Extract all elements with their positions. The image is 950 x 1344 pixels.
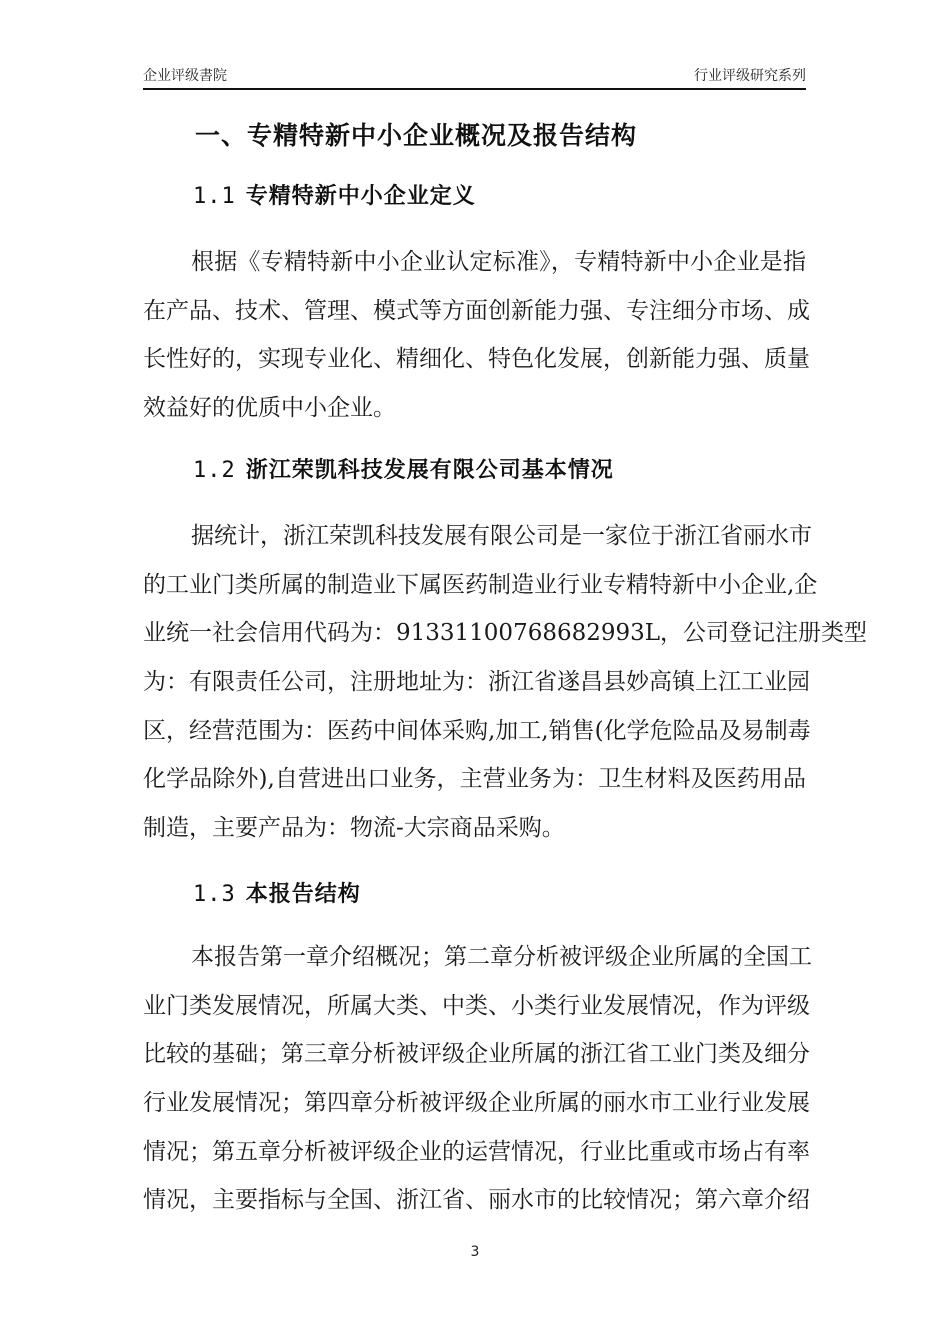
paragraph-line: 在产品、技术、管理、模式等方面创新能力强、专注细分市场、成 (143, 297, 810, 324)
subsection-title: 专精特新中小企业定义 (245, 184, 476, 209)
paragraph-line: 比较的基础；第三章分析被评级企业所属的浙江省工业门类及细分 (143, 1041, 810, 1068)
paragraph-line: 制造，主要产品为：物流-大宗商品采购。 (143, 815, 565, 842)
paragraph-line: 为：有限责任公司，注册地址为：浙江省遂昌县妙高镇上江工业园 (143, 669, 810, 696)
paragraph-line: 长性好的，实现专业化、精细化、特色化发展，创新能力强、质量 (143, 346, 810, 373)
subsection-number: 1.1 (193, 184, 236, 209)
section-title: 一、专精特新中小企业概况及报告结构 (195, 121, 638, 150)
paragraph-line: 根据《专精特新中小企业认定标准》，专精特新中小企业是指 (191, 249, 806, 275)
paragraph-line: 的工业门类所属的制造业下属医药制造业行业专精特新中小企业,企 (143, 571, 818, 598)
paragraph-line: 化学品除外),自营进出口业务，主营业务为：卫生材料及医药用品 (143, 766, 806, 793)
paragraph-line: 本报告第一章介绍概况；第二章分析被评级企业所属的全国工 (191, 944, 812, 970)
subsection-number: 1.3 (193, 882, 236, 907)
subsection-heading-1-3 (193, 879, 361, 911)
header-right-series: 行业评级研究系列 (694, 68, 806, 84)
subsection-number: 1.2 (193, 458, 236, 483)
paragraph-report-structure (143, 933, 812, 1225)
subsection-heading-1-1 (193, 181, 476, 213)
header-left-title: 企业评级書院 (143, 68, 227, 84)
paragraph-line: 区，经营范围为：医药中间体采购,加工,销售(化学危险品及易制毒 (143, 717, 811, 744)
paragraph-line: 情况，主要指标与全国、浙江省、丽水市的比较情况；第六章介绍 (143, 1187, 810, 1214)
subsection-title: 本报告结构 (245, 882, 361, 907)
paragraph-line: 据统计，浙江荣凯科技发展有限公司是一家位于浙江省丽水市 (191, 523, 812, 549)
paragraph-line: 效益好的优质中小企业。 (143, 395, 396, 422)
paragraph-company-info (143, 512, 868, 853)
subsection-heading-1-2 (193, 455, 614, 487)
paragraph-line: 情况；第五章分析被评级企业的运营情况，行业比重或市场占有率 (143, 1138, 810, 1165)
paragraph-line: 业门类发展情况，所属大类、中类、小类行业发展情况，作为评级 (143, 992, 810, 1019)
paragraph-definition (143, 238, 810, 433)
page-number: 3 (470, 1244, 480, 1260)
subsection-title: 浙江荣凯科技发展有限公司基本情况 (245, 458, 614, 483)
running-header (143, 66, 806, 90)
paragraph-line: 行业发展情况；第四章分析被评级企业所属的丽水市工业行业发展 (143, 1090, 810, 1117)
paragraph-line: 业统一社会信用代码为：91331100768682993L，公司登记注册类型 (143, 620, 868, 647)
